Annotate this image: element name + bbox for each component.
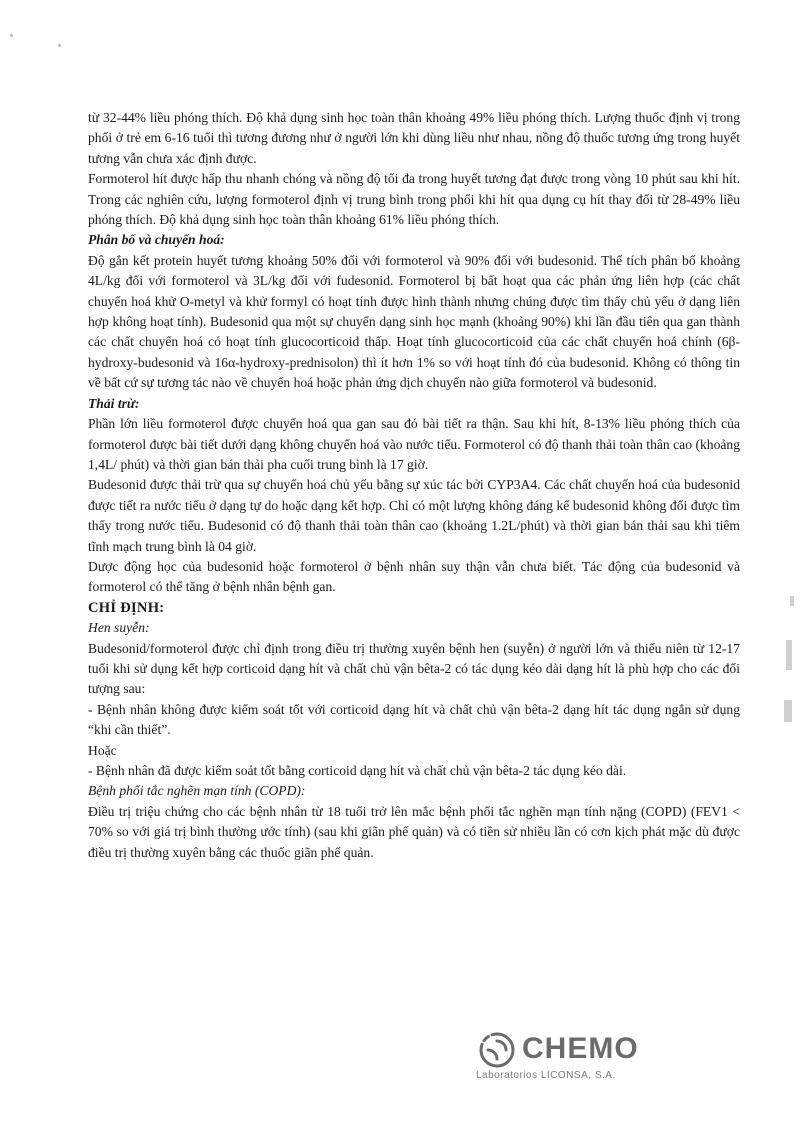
logo-subtitle: Laboratorios LICONSA, S.A.	[476, 1070, 616, 1081]
paragraph-absorption-formoterol: Formoterol hít được hấp thu nhanh chóng và nồng độ tối đa trong huyết tương đạt được trong vòng 10 phút sau khi hít. Trong các nghiên cứu, lượng formoterol định vị trung bình trong phổi khi hít qua dụng cụ hít thay đổi từ 28-49% liều phóng thích. Độ khả dụng sinh học toàn thân khoảng 61% liều phóng thích.	[88, 171, 740, 228]
paragraph-elimination-formoterol: Phần lớn liều formoterol được chuyển hoá qua gan sau đó bài tiết ra thận. Sau khi hít, 8-13% liều phóng thích của formoterol được bài tiết dưới dạng không chuyển hoá vào nước tiểu. Formoterol có độ thanh thải toàn thân cao (khoảng 1,4L/ phút) và thời gian bán thải pha cuối trung bình là 17 giờ.	[88, 416, 740, 472]
document-body	[88, 108, 740, 863]
heading-indications: CHỈ ĐỊNH:	[88, 599, 165, 616]
paragraph-special-populations: Dược động học của budesonid hoặc formoterol ở bệnh nhân suy thận vẫn chưa biết. Tác động của budesonid và formoterol có thể tăng ở bệnh nhân bệnh gan.	[88, 558, 740, 595]
list-connector-or: Hoặc	[88, 742, 117, 758]
scan-edge-mark	[790, 596, 794, 606]
scan-edge-mark	[784, 700, 792, 722]
scan-speck	[58, 44, 61, 47]
paragraph-distribution-metabolism: Độ gắn kết protein huyết tương khoảng 50% đối với formoterol và 90% đối với budesonid. Thể tích phân bố khoảng 4L/kg đối với formoterol và 3L/kg đối với fudesonid. Formoterol bị bất hoạt qua các phản ứng liên hợp (các chất chuyển hoá khử O-metyl và khử formyl có hoạt tính được hình thành nhưng chúng được tìm thấy chủ yếu ở dạng liên hợp không hoạt tính). Budesonid qua một sự chuyển dạng sinh học mạnh (khoảng 90%) khi lần đầu tiên qua gan thành các chất chuyển hoá có hoạt tính glucocorticoid thấp. Hoạt tính glucocorticoid của các chất chuyển hoá chính (6β-hydroxy-budesonid và 16α-hydroxy-prednisolon) thì ít hơn 1% so với hoạt tính đó của budesonid. Không có thông tin về bất cứ sự tương tác nào về chuyển hoá hoặc phản ứng dịch chuyển nào giữa formoterol và budesonid.	[88, 252, 740, 391]
scan-speck	[10, 34, 13, 37]
scan-edge-mark	[786, 640, 792, 670]
paragraph-asthma-indication: Budesonid/formoterol được chỉ định trong điều trị thường xuyên bệnh hen (suyễn) ở người lớn và thiếu niên từ 12-17 tuổi khi sử dụng kết hợp corticoid dạng hít và chất chủ vận bêta-2 có tác dụng kéo dài dạng hít là phù hợp cho các đối tượng sau:	[88, 640, 740, 697]
paragraph-absorption-budesonide: từ 32-44% liều phóng thích. Độ khả dụng sinh học toàn thân khoảng 49% liều phóng thích. Lượng thuốc định vị trong phổi ở trẻ em 6-16 tuổi thì tương đương như ở người lớn khi dùng liều như nhau, nồng độ thuốc tương ứng trong huyết tương vẫn chưa xác định được.	[88, 110, 740, 166]
list-item-uncontrolled: - Bệnh nhân không được kiểm soát tốt với corticoid dạng hít và chất chủ vận bêta-2 dạng hít tác dụng ngắn sử dụng “khi cần thiết”.	[88, 701, 740, 738]
subheading-copd: Bệnh phổi tắc nghẽn mạn tính (COPD):	[88, 783, 306, 799]
heading-elimination: Thải trừ:	[88, 395, 140, 411]
heading-distribution-metabolism: Phân bố và chuyển hoá:	[88, 232, 225, 248]
list-item-controlled: - Bệnh nhân đã được kiểm soát tốt bằng corticoid dạng hít và chất chủ vận bêta-2 tác dụng kéo dài.	[88, 763, 627, 778]
paragraph-copd-indication: Điều trị triệu chứng cho các bệnh nhân từ 18 tuổi trở lên mắc bệnh phổi tắc nghẽn mạn tính nặng (COPD) (FEV1 < 70% so với giá trị bình thường ước tính) (sau khi giãn phế quản) và có tiền sử nhiều lần có cơn kịch phát mặc dù được điều trị thường xuyên bằng các thuốc giãn phế quản.	[88, 803, 740, 860]
subheading-asthma: Hen suyễn:	[88, 620, 150, 636]
paragraph-elimination-budesonide: Budesonid được thải trừ qua sự chuyển hoá chủ yếu bằng sự xúc tác bởi CYP3A4. Các chất chuyển hoá của budesonid được tiết ra nước tiểu ở dạng tự do hoặc dạng kết hợp. Chỉ có một lượng không đáng kể budesonid không đổi được tìm thấy trong nước tiểu. Budesonid có độ thanh thải toàn thân cao (khoảng 1.2L/phút) và thời gian bán thải sau khi tiêm tĩnh mạch trung bình là 04 giờ.	[88, 477, 740, 554]
chemo-swirl-icon	[476, 1030, 518, 1070]
logo-wordmark: CHEMO	[522, 1032, 639, 1065]
chemo-logo	[474, 1030, 664, 1090]
